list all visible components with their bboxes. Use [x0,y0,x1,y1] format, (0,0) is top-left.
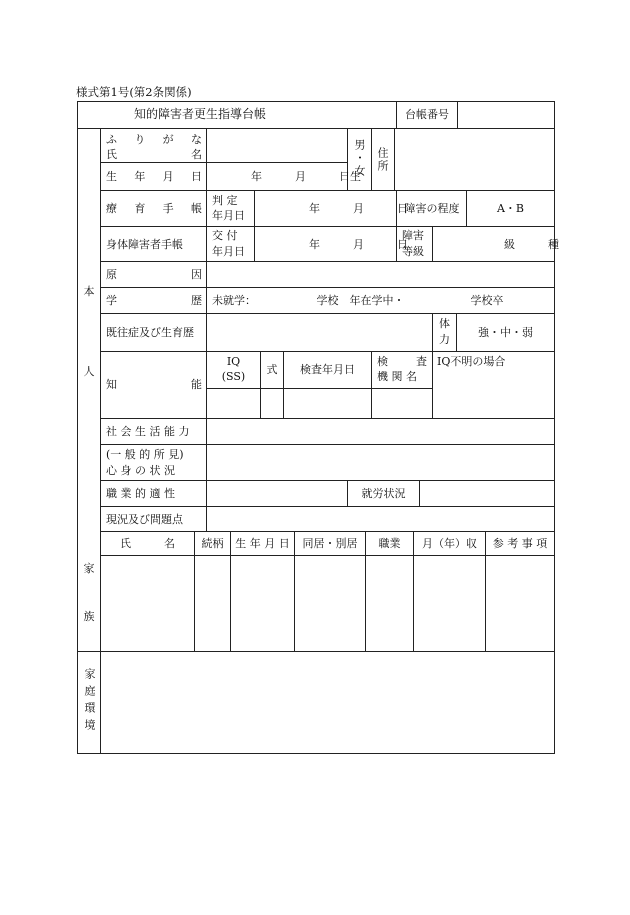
kofu-label-1: 交 付 [212,229,238,242]
home-environment-field[interactable] [101,653,554,752]
kensa-kikan-label-2: 機 関 名 [377,370,417,383]
current-issues-label: 現況及び問題点 [106,513,183,526]
history-field[interactable] [208,315,431,350]
sex-label: 男・女 [353,139,366,178]
family-header-notes: 参 考 事 項 [492,537,548,550]
ryoiku-label: 療 育 手 帳 [106,202,202,215]
shintai-label: 身体障害者手帳 [106,238,183,251]
hantei-date-value: 年 月 日 [309,202,408,215]
kensa-date-label: 検査年月日 [300,363,355,376]
aptitude-field[interactable] [208,482,346,505]
iq-label-1: IQ [226,355,241,368]
general-findings-label: (一 般 的 所 見) [106,448,184,461]
iq-label-2: (SS) [221,370,246,383]
education-label: 学 歴 [106,294,202,307]
form-title: 知的障害者更生指導台帳 [133,107,266,121]
education-value: 未就学： 学校 年在学中・ 学校卒 [212,294,504,307]
home-environment-label: 家庭環境 [83,668,96,736]
stamina-label-2: 力 [439,333,450,346]
current-issues-field[interactable] [208,508,553,530]
kofu-date-value: 年 月 日 [309,238,408,251]
cause-field[interactable] [208,263,553,286]
degree-value: A・B [496,202,525,215]
intelligence-label: 知 能 [106,378,202,391]
general-findings-field[interactable] [208,446,553,479]
social-ability-field[interactable] [208,420,553,443]
ledger-number-field[interactable] [459,102,553,127]
cause-label: 原 因 [106,268,202,281]
family-header-cohabit: 同居・別居 [302,537,358,550]
employment-field[interactable] [421,482,553,505]
hantei-label-1: 判 定 [212,194,238,207]
family-table-body[interactable] [101,557,554,650]
birth-date-value: 年 月 日生 [251,170,361,183]
aptitude-label: 職 業 的 適 性 [106,487,175,500]
birth-label: 生 年 月 日 [106,170,202,183]
stamina-label-1: 体 [439,317,450,330]
employment-label: 就労状況 [361,487,406,500]
name-label: 氏 名 [106,148,202,161]
degree-label: 障害の程度 [404,202,460,215]
name-field[interactable] [208,130,346,161]
family-header-relation: 続柄 [201,537,224,550]
family-header-income: 月（年）収 [422,537,477,550]
furigana-label: ふ り が な [106,133,202,146]
family-header-name: 氏 名 [120,537,175,550]
hantei-label-2: 年月日 [212,209,245,222]
section-label-family-2: 族 [83,610,95,623]
family-header-job: 職業 [378,537,401,550]
section-label-honnin-2: 人 [83,365,95,378]
grade-label-2: 等級 [402,245,424,258]
section-label-honnin-1: 本 [83,285,95,298]
iq-unknown-label: IQ不明の場合 [437,355,506,368]
grade-value: 級 種 [504,238,559,251]
form-number-label: 様式第1号(第2条関係) [76,85,192,99]
history-label: 既往症及び生育歴 [106,326,194,339]
family-header-birth: 生 年 月 日 [235,537,290,550]
kofu-label-2: 年月日 [212,245,245,258]
shiki-label: 式 [266,363,278,376]
ledger-number-label: 台帳番号 [405,108,449,121]
stamina-value: 強・中・弱 [478,326,533,339]
address-label: 住所 [376,147,389,173]
mind-body-label: 心 身 の 状 況 [106,464,175,477]
social-ability-label: 社 会 生 活 能 力 [106,425,190,438]
grade-label-1: 障害 [402,229,424,242]
kensa-kikan-label-1: 検 査 [377,355,427,368]
section-label-family-1: 家 [83,562,95,575]
address-field[interactable] [396,130,553,189]
